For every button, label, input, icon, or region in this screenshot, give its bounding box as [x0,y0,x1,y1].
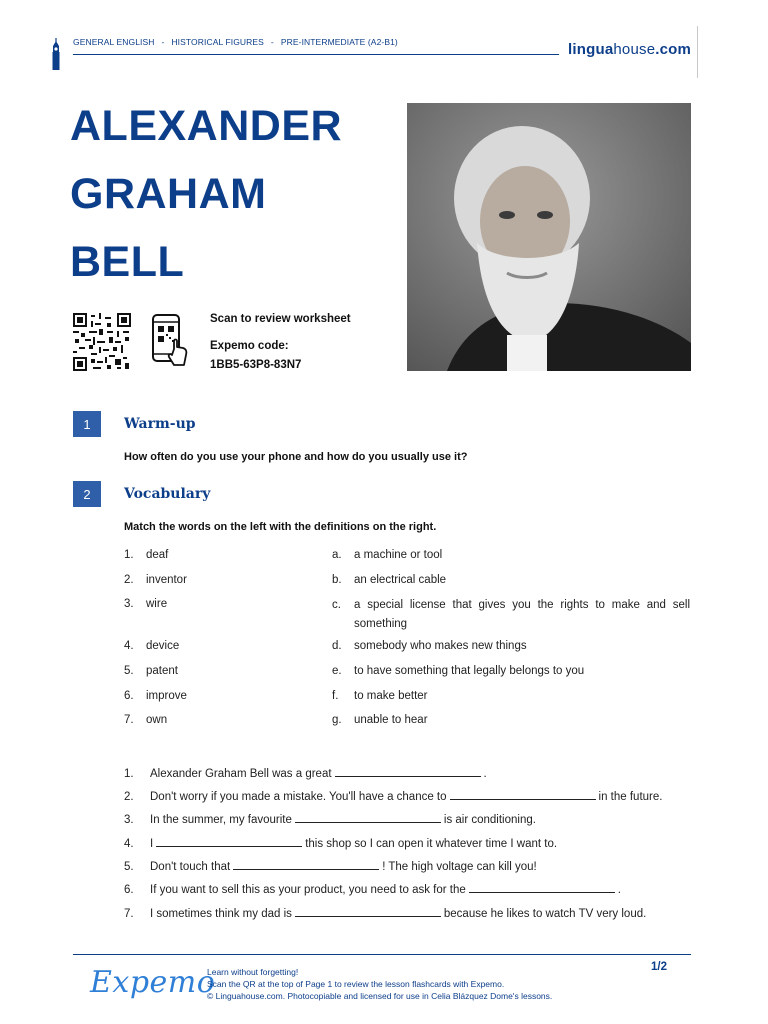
word-text: inventor [146,574,187,586]
vocabulary-instruction: Match the words on the left with the definitions on the right. [124,521,437,533]
answer-blank[interactable] [469,881,615,893]
vocab-word [124,598,167,610]
word-number: 3. [124,598,134,610]
footer-qr-note: Scan the QR at the top of Page 1 to review the lesson flashcards with Expemo. [207,979,505,989]
sentence-start: Alexander Graham Bell was a great [150,768,332,780]
word-text: own [146,714,168,726]
definition-letter: a. [332,549,342,561]
section-title-warm-up: Warm-up [124,416,196,432]
sentence-end: . [617,884,621,896]
definition-letter: c. [332,599,341,611]
sentence-start: If you want to sell this as your product, you need to ask for the [150,884,466,896]
breadcrumb-level: GENERAL ENGLISH [73,37,155,47]
gap-fill-sentence [124,881,621,896]
word-text: improve [146,690,187,702]
portrait-photo [407,103,691,371]
title-line: ALEXANDER [70,102,343,150]
answer-blank[interactable] [335,765,481,777]
word-number: 4. [124,640,134,652]
sentence-end: this shop so I can open it whatever time I want to. [305,838,558,850]
word-number: 7. [124,714,134,726]
definition-text: a machine or tool [354,549,443,561]
sentence-number: 3. [124,814,134,826]
sentence-end: . [483,768,487,780]
page-title [70,92,390,296]
sentence-number: 5. [124,861,134,873]
vocab-definition [332,640,527,652]
brand-part-house: house [613,41,656,58]
header-divider [73,54,559,55]
definition-text: an electrical cable [354,574,447,586]
sentence-start: Don't touch that [150,861,231,873]
gap-fill-sentence [124,765,487,780]
breadcrumb-topic: HISTORICAL FIGURES [171,37,264,47]
word-text: patent [146,665,178,677]
answer-blank[interactable] [450,788,596,800]
sentence-end: is air conditioning. [443,814,536,826]
breadcrumb-separator: - [161,37,165,47]
vocab-word [124,690,187,702]
sentence-start: Don't worry if you made a mistake. You'll have a chance to [150,791,447,803]
answer-blank[interactable] [295,905,441,917]
sentence-end: in the future. [598,791,663,803]
word-number: 6. [124,690,134,702]
vocab-word [124,640,179,652]
definition-text: unable to hear [354,714,428,726]
definition-letter: e. [332,665,342,677]
gap-fill-sentence [124,905,646,920]
big-ben-icon [50,38,62,70]
definition-letter: g. [332,714,342,726]
gap-fill-sentence [124,858,537,873]
breadcrumb-grade: PRE-INTERMEDIATE (A2-B1) [280,37,398,47]
vocab-word [124,549,168,561]
vocab-word [124,574,187,586]
brand-part-lingua: lingua [568,41,614,58]
word-number: 2. [124,574,134,586]
sentence-start: I sometimes think my dad is [150,908,292,920]
word-number: 5. [124,665,134,677]
definition-letter: d. [332,640,342,652]
brand-logo [568,41,691,58]
definition-letter: b. [332,574,342,586]
page-number: 1/2 [651,961,667,973]
sentence-number: 1. [124,768,134,780]
word-text: device [146,640,180,652]
vocab-definition [332,690,428,702]
sentence-end: because he likes to watch TV very loud. [443,908,647,920]
vocab-definition [332,549,442,561]
sentence-number: 2. [124,791,134,803]
definition-letter: f. [332,690,339,702]
vocab-word [124,714,167,726]
section-number-badge: 2 [73,481,101,507]
definition-text: to have something that legally belongs to you [354,665,585,677]
gap-fill-sentence [124,788,662,803]
section-title-vocabulary: Vocabulary [124,486,211,502]
vocab-definition [332,714,428,726]
title-line: BELL [70,238,185,286]
sentence-number: 4. [124,838,134,850]
footer-divider [73,954,691,955]
warm-up-question: How often do you use your phone and how do you usually use it? [124,451,468,463]
definition-text: a special license that gives you the rights to make and sell something [354,599,690,630]
sentence-end: ! The high voltage can kill you! [382,861,537,873]
breadcrumb-separator: - [270,37,274,47]
answer-blank[interactable] [156,835,302,847]
footer-notice [207,966,552,1002]
definition-text: somebody who makes new things [354,640,527,652]
footer-tagline: Learn without forgetting! [207,967,299,977]
title-line: GRAHAM [70,170,267,218]
answer-blank[interactable] [295,811,441,823]
margin-divider [697,26,698,78]
expemo-code-value: 1BB5-63P8-83N7 [210,359,302,371]
scan-instruction: Scan to review worksheet [210,313,351,325]
vocab-word [124,665,178,677]
word-text: wire [146,598,168,610]
gap-fill-sentence [124,811,536,826]
breadcrumb [73,37,398,47]
phone-scan-icon [150,313,192,371]
answer-blank[interactable] [233,858,379,870]
expemo-code-label: Expemo code: [210,340,289,352]
sentence-start: In the summer, my favourite [150,814,292,826]
sentence-number: 6. [124,884,134,896]
vocab-definition [332,665,584,677]
footer-copyright: © Linguahouse.com. Photocopiable and licensed for use in Celia Blázquez Dome's lessons. [207,991,553,1001]
expemo-logo: Expemo [90,965,216,1000]
definition-text: to make better [354,690,428,702]
qr-code[interactable] [72,313,132,371]
gap-fill-sentence [124,835,557,850]
word-number: 1. [124,549,134,561]
vocab-definition [332,596,690,634]
brand-part-com: .com [655,41,692,58]
vocab-definition [332,574,446,586]
sentence-start: I [150,838,154,850]
section-number-badge: 1 [73,411,101,437]
sentence-number: 7. [124,908,134,920]
word-text: deaf [146,549,169,561]
